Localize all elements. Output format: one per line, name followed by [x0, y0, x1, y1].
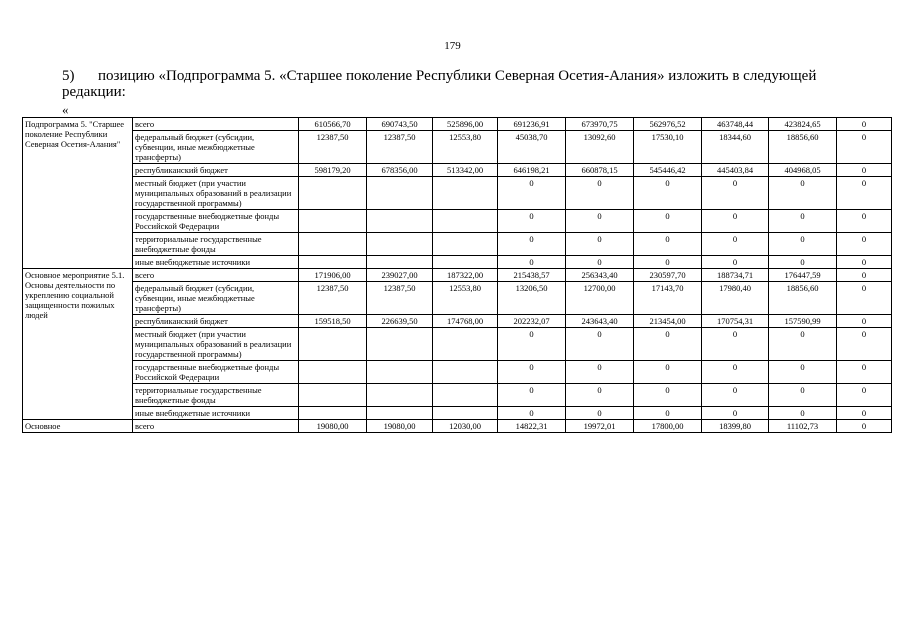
- amount-cell: 660878,15: [566, 164, 634, 177]
- amount-cell: 0: [634, 210, 702, 233]
- amount-cell: 0: [769, 210, 837, 233]
- amount-cell: 0: [837, 361, 892, 384]
- funding-source-cell: республиканский бюджет: [133, 315, 299, 328]
- amount-cell: 0: [634, 233, 702, 256]
- amount-cell: 0: [702, 177, 769, 210]
- amount-cell: 12387,50: [367, 131, 433, 164]
- amount-cell: 19080,00: [299, 420, 367, 433]
- amount-cell: 0: [702, 233, 769, 256]
- amount-cell: 12700,00: [566, 282, 634, 315]
- amount-cell: 13092,60: [566, 131, 634, 164]
- amount-cell: [367, 407, 433, 420]
- amount-cell: 0: [702, 361, 769, 384]
- amount-cell: 0: [837, 256, 892, 269]
- opening-quote-mark: «: [62, 102, 69, 117]
- amount-cell: 157590,99: [769, 315, 837, 328]
- amount-cell: 256343,40: [566, 269, 634, 282]
- amount-cell: 0: [702, 328, 769, 361]
- table-row: [23, 407, 892, 420]
- amount-cell: 17143,70: [634, 282, 702, 315]
- amount-cell: 0: [837, 131, 892, 164]
- amount-cell: 691236,91: [498, 118, 566, 131]
- amount-cell: 0: [566, 407, 634, 420]
- amount-cell: 0: [634, 256, 702, 269]
- amount-cell: [433, 256, 498, 269]
- amount-cell: [367, 177, 433, 210]
- amount-cell: 17530,10: [634, 131, 702, 164]
- amount-cell: [433, 177, 498, 210]
- amount-cell: 0: [769, 384, 837, 407]
- amount-cell: 0: [634, 361, 702, 384]
- amount-cell: 0: [837, 328, 892, 361]
- amount-cell: 170754,31: [702, 315, 769, 328]
- table-row: [23, 233, 892, 256]
- financing-table: [22, 117, 892, 433]
- amount-cell: 239027,00: [367, 269, 433, 282]
- amount-cell: 12387,50: [299, 282, 367, 315]
- amount-cell: 188734,71: [702, 269, 769, 282]
- funding-source-cell: всего: [133, 269, 299, 282]
- table-row: [23, 282, 892, 315]
- funding-source-cell: всего: [133, 118, 299, 131]
- funding-source-cell: федеральный бюджет (субсидии, субвенции, иные межбюджетные трансферты): [133, 282, 299, 315]
- table-row: [23, 177, 892, 210]
- amount-cell: 12553,80: [433, 131, 498, 164]
- amount-cell: 0: [498, 361, 566, 384]
- amount-cell: 0: [498, 177, 566, 210]
- amount-cell: 159518,50: [299, 315, 367, 328]
- program-name-cell: Подпрограмма 5. "Старшее поколение Республики Северная Осетия-Алания": [23, 118, 133, 269]
- intro-paragraph: [62, 68, 852, 100]
- amount-cell: 0: [566, 328, 634, 361]
- amount-cell: 230597,70: [634, 269, 702, 282]
- amount-cell: 17800,00: [634, 420, 702, 433]
- amount-cell: 0: [566, 177, 634, 210]
- amount-cell: 445403,84: [702, 164, 769, 177]
- amount-cell: 0: [498, 328, 566, 361]
- amount-cell: [433, 210, 498, 233]
- funding-source-cell: территориальные государственные внебюджетные фонды: [133, 233, 299, 256]
- amount-cell: 0: [498, 407, 566, 420]
- amount-cell: [367, 361, 433, 384]
- amount-cell: 0: [566, 210, 634, 233]
- amount-cell: 463748,44: [702, 118, 769, 131]
- amount-cell: [433, 233, 498, 256]
- amount-cell: [367, 233, 433, 256]
- funding-source-cell: территориальные государственные внебюджетные фонды: [133, 384, 299, 407]
- amount-cell: [433, 328, 498, 361]
- table-row: [23, 118, 892, 131]
- amount-cell: [367, 384, 433, 407]
- amount-cell: 12030,00: [433, 420, 498, 433]
- amount-cell: [299, 256, 367, 269]
- amount-cell: [299, 233, 367, 256]
- amount-cell: [367, 256, 433, 269]
- program-name-cell: Основное: [23, 420, 133, 433]
- amount-cell: 646198,21: [498, 164, 566, 177]
- funding-source-cell: всего: [133, 420, 299, 433]
- amount-cell: 0: [769, 328, 837, 361]
- amount-cell: 18856,60: [769, 282, 837, 315]
- amount-cell: 0: [498, 384, 566, 407]
- intro-text: позицию «Подпрограмма 5. «Старшее поколение Республики Северная Осетия-Алания» изложить в следующей редакции:: [62, 68, 817, 100]
- amount-cell: 0: [837, 118, 892, 131]
- table-row: [23, 131, 892, 164]
- amount-cell: [299, 407, 367, 420]
- amount-cell: 176447,59: [769, 269, 837, 282]
- table-row: [23, 164, 892, 177]
- table-row: [23, 384, 892, 407]
- amount-cell: 513342,00: [433, 164, 498, 177]
- amount-cell: [433, 361, 498, 384]
- amount-cell: 226639,50: [367, 315, 433, 328]
- table-row: [23, 420, 892, 433]
- amount-cell: 187322,00: [433, 269, 498, 282]
- amount-cell: 0: [634, 384, 702, 407]
- amount-cell: 0: [634, 177, 702, 210]
- table-row: [23, 361, 892, 384]
- amount-cell: 18399,80: [702, 420, 769, 433]
- table-row: [23, 256, 892, 269]
- amount-cell: 545446,42: [634, 164, 702, 177]
- amount-cell: 673970,75: [566, 118, 634, 131]
- amount-cell: [299, 177, 367, 210]
- amount-cell: 0: [566, 256, 634, 269]
- amount-cell: 0: [702, 210, 769, 233]
- amount-cell: 12553,80: [433, 282, 498, 315]
- amount-cell: 0: [837, 269, 892, 282]
- amount-cell: 243643,40: [566, 315, 634, 328]
- funding-source-cell: местный бюджет (при участии муниципальных образований в реализации государственной программы): [133, 328, 299, 361]
- table-row: [23, 328, 892, 361]
- amount-cell: 0: [837, 177, 892, 210]
- amount-cell: [299, 328, 367, 361]
- amount-cell: 0: [498, 210, 566, 233]
- amount-cell: 0: [702, 256, 769, 269]
- funding-source-cell: государственные внебюджетные фонды Российской Федерации: [133, 361, 299, 384]
- funding-source-cell: государственные внебюджетные фонды Российской Федерации: [133, 210, 299, 233]
- amount-cell: 12387,50: [299, 131, 367, 164]
- intro-item-number: 5): [62, 68, 75, 84]
- amount-cell: 17980,40: [702, 282, 769, 315]
- amount-cell: 423824,65: [769, 118, 837, 131]
- amount-cell: 215438,57: [498, 269, 566, 282]
- amount-cell: 19972,01: [566, 420, 634, 433]
- funding-source-cell: федеральный бюджет (субсидии, субвенции, иные межбюджетные трансферты): [133, 131, 299, 164]
- amount-cell: 0: [837, 210, 892, 233]
- amount-cell: 0: [702, 384, 769, 407]
- amount-cell: 12387,50: [367, 282, 433, 315]
- amount-cell: 562976,52: [634, 118, 702, 131]
- amount-cell: 0: [498, 233, 566, 256]
- amount-cell: [367, 210, 433, 233]
- amount-cell: 0: [837, 384, 892, 407]
- amount-cell: 0: [769, 361, 837, 384]
- amount-cell: 0: [769, 233, 837, 256]
- page-number: 179: [444, 40, 461, 52]
- amount-cell: 0: [769, 177, 837, 210]
- amount-cell: 525896,00: [433, 118, 498, 131]
- amount-cell: 0: [566, 233, 634, 256]
- funding-source-cell: местный бюджет (при участии муниципальных образований в реализации государственной программы): [133, 177, 299, 210]
- amount-cell: 0: [566, 384, 634, 407]
- amount-cell: 0: [837, 282, 892, 315]
- amount-cell: 202232,07: [498, 315, 566, 328]
- amount-cell: 174768,00: [433, 315, 498, 328]
- funding-source-cell: республиканский бюджет: [133, 164, 299, 177]
- amount-cell: 171906,00: [299, 269, 367, 282]
- amount-cell: 0: [837, 315, 892, 328]
- amount-cell: 0: [634, 407, 702, 420]
- amount-cell: 0: [634, 328, 702, 361]
- amount-cell: [433, 384, 498, 407]
- amount-cell: 0: [837, 407, 892, 420]
- amount-cell: 18856,60: [769, 131, 837, 164]
- amount-cell: [433, 407, 498, 420]
- amount-cell: 18344,60: [702, 131, 769, 164]
- amount-cell: 0: [702, 407, 769, 420]
- table-row: [23, 210, 892, 233]
- amount-cell: 213454,00: [634, 315, 702, 328]
- amount-cell: [367, 328, 433, 361]
- amount-cell: 0: [498, 256, 566, 269]
- amount-cell: [299, 210, 367, 233]
- amount-cell: 11102,73: [769, 420, 837, 433]
- amount-cell: 14822,31: [498, 420, 566, 433]
- program-name-cell: Основное мероприятие 5.1. Основы деятельности по укреплению социальной защищенности пожилых людей: [23, 269, 133, 420]
- funding-source-cell: иные внебюджетные источники: [133, 407, 299, 420]
- amount-cell: 610566,70: [299, 118, 367, 131]
- amount-cell: 598179,20: [299, 164, 367, 177]
- amount-cell: [299, 361, 367, 384]
- amount-cell: 0: [837, 233, 892, 256]
- amount-cell: [299, 384, 367, 407]
- table-row: [23, 269, 892, 282]
- amount-cell: 45038,70: [498, 131, 566, 164]
- amount-cell: 678356,00: [367, 164, 433, 177]
- amount-cell: 404968,05: [769, 164, 837, 177]
- amount-cell: 0: [769, 407, 837, 420]
- amount-cell: 0: [566, 361, 634, 384]
- amount-cell: 13206,50: [498, 282, 566, 315]
- amount-cell: 0: [837, 420, 892, 433]
- amount-cell: 690743,50: [367, 118, 433, 131]
- amount-cell: 0: [769, 256, 837, 269]
- amount-cell: 19080,00: [367, 420, 433, 433]
- funding-source-cell: иные внебюджетные источники: [133, 256, 299, 269]
- table-row: [23, 315, 892, 328]
- amount-cell: 0: [837, 164, 892, 177]
